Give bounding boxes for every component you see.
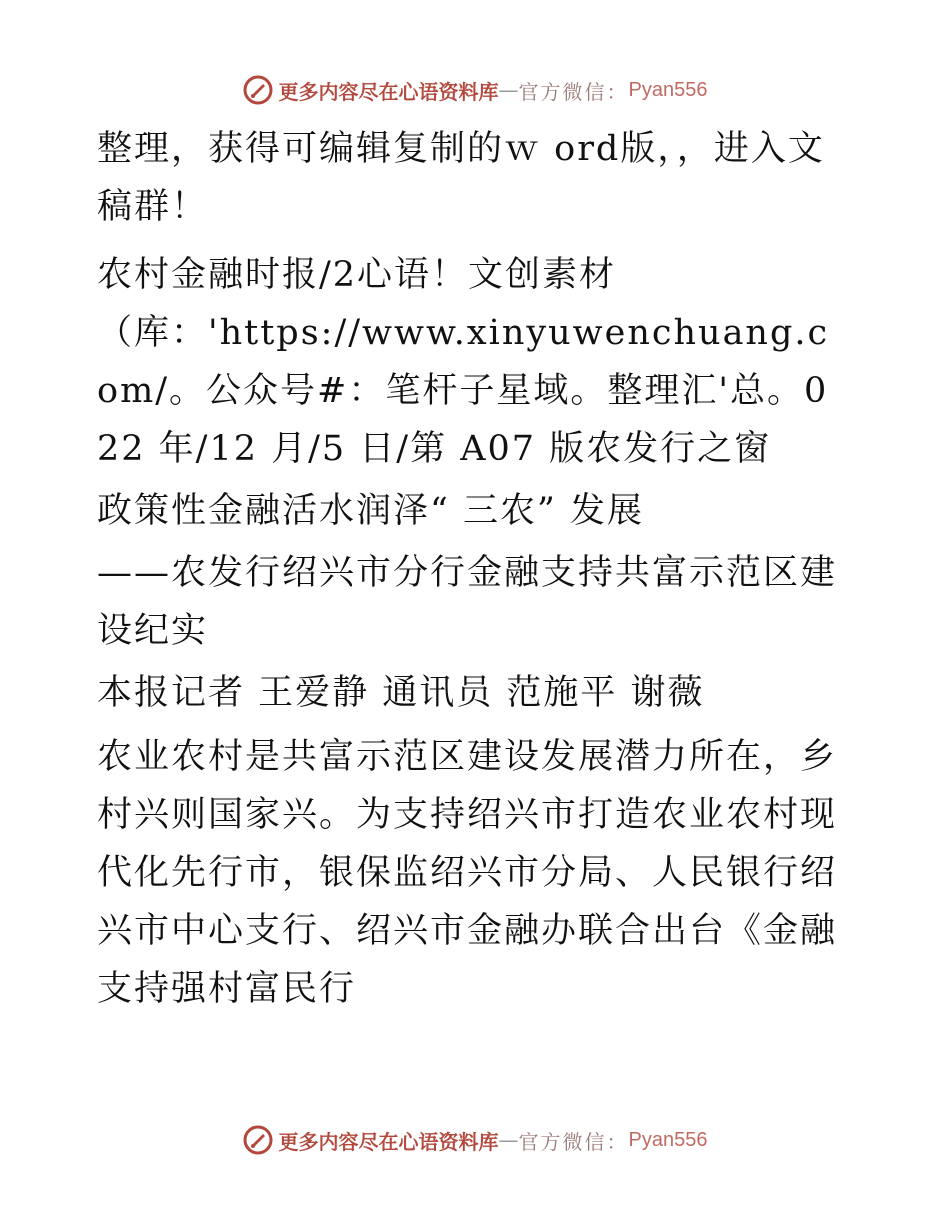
paragraph-library-info: （库：'https://www.xinyuwenchuang.com/。公众号#：笔杆子星域。整理汇'总。022 年/12 月/5 日/第 A07 版农发行之窗	[97, 313, 830, 469]
document-body	[97, 120, 852, 1026]
paragraph-source: 农村金融时报/2心语！文创素材	[97, 255, 617, 295]
watermark-separator: —	[498, 78, 519, 102]
watermark-wechat-label: 官方微信：	[518, 1129, 629, 1154]
header-watermark	[0, 70, 950, 110]
article-byline: 本报记者 王爱静 通讯员 范施平 谢薇	[97, 673, 705, 713]
watermark-site-text: 更多内容尽在心语资料库	[278, 79, 499, 104]
footer-watermark	[0, 1120, 950, 1160]
watermark-wechat-id: Pyan556	[628, 1128, 708, 1151]
logo-icon	[243, 75, 273, 105]
article-title: 政策性金融活水润泽“ 三农” 发展	[97, 491, 645, 531]
logo-icon	[243, 1125, 273, 1155]
watermark-wechat-label: 官方微信：	[518, 79, 629, 104]
watermark-site-text: 更多内容尽在心语资料库	[278, 1129, 499, 1154]
paragraph-intro: 整理，获得可编辑复制的ｗ ord版，，进入文稿群！	[97, 129, 825, 227]
article-subtitle: ——农发行绍兴市分行金融支持共富示范区建设纪实	[97, 553, 838, 651]
article-body-paragraph: 农业农村是共富示范区建设发展潜力所在，乡村兴则国家兴。为支持绍兴市打造农业农村现代化先行市，银保监绍兴市分局、人民银行绍兴市中心支行、绍兴市金融办联合出台《金融支持强村富民行	[97, 737, 838, 1009]
watermark-separator: —	[498, 1128, 519, 1152]
watermark-wechat-id: Pyan556	[628, 78, 708, 101]
